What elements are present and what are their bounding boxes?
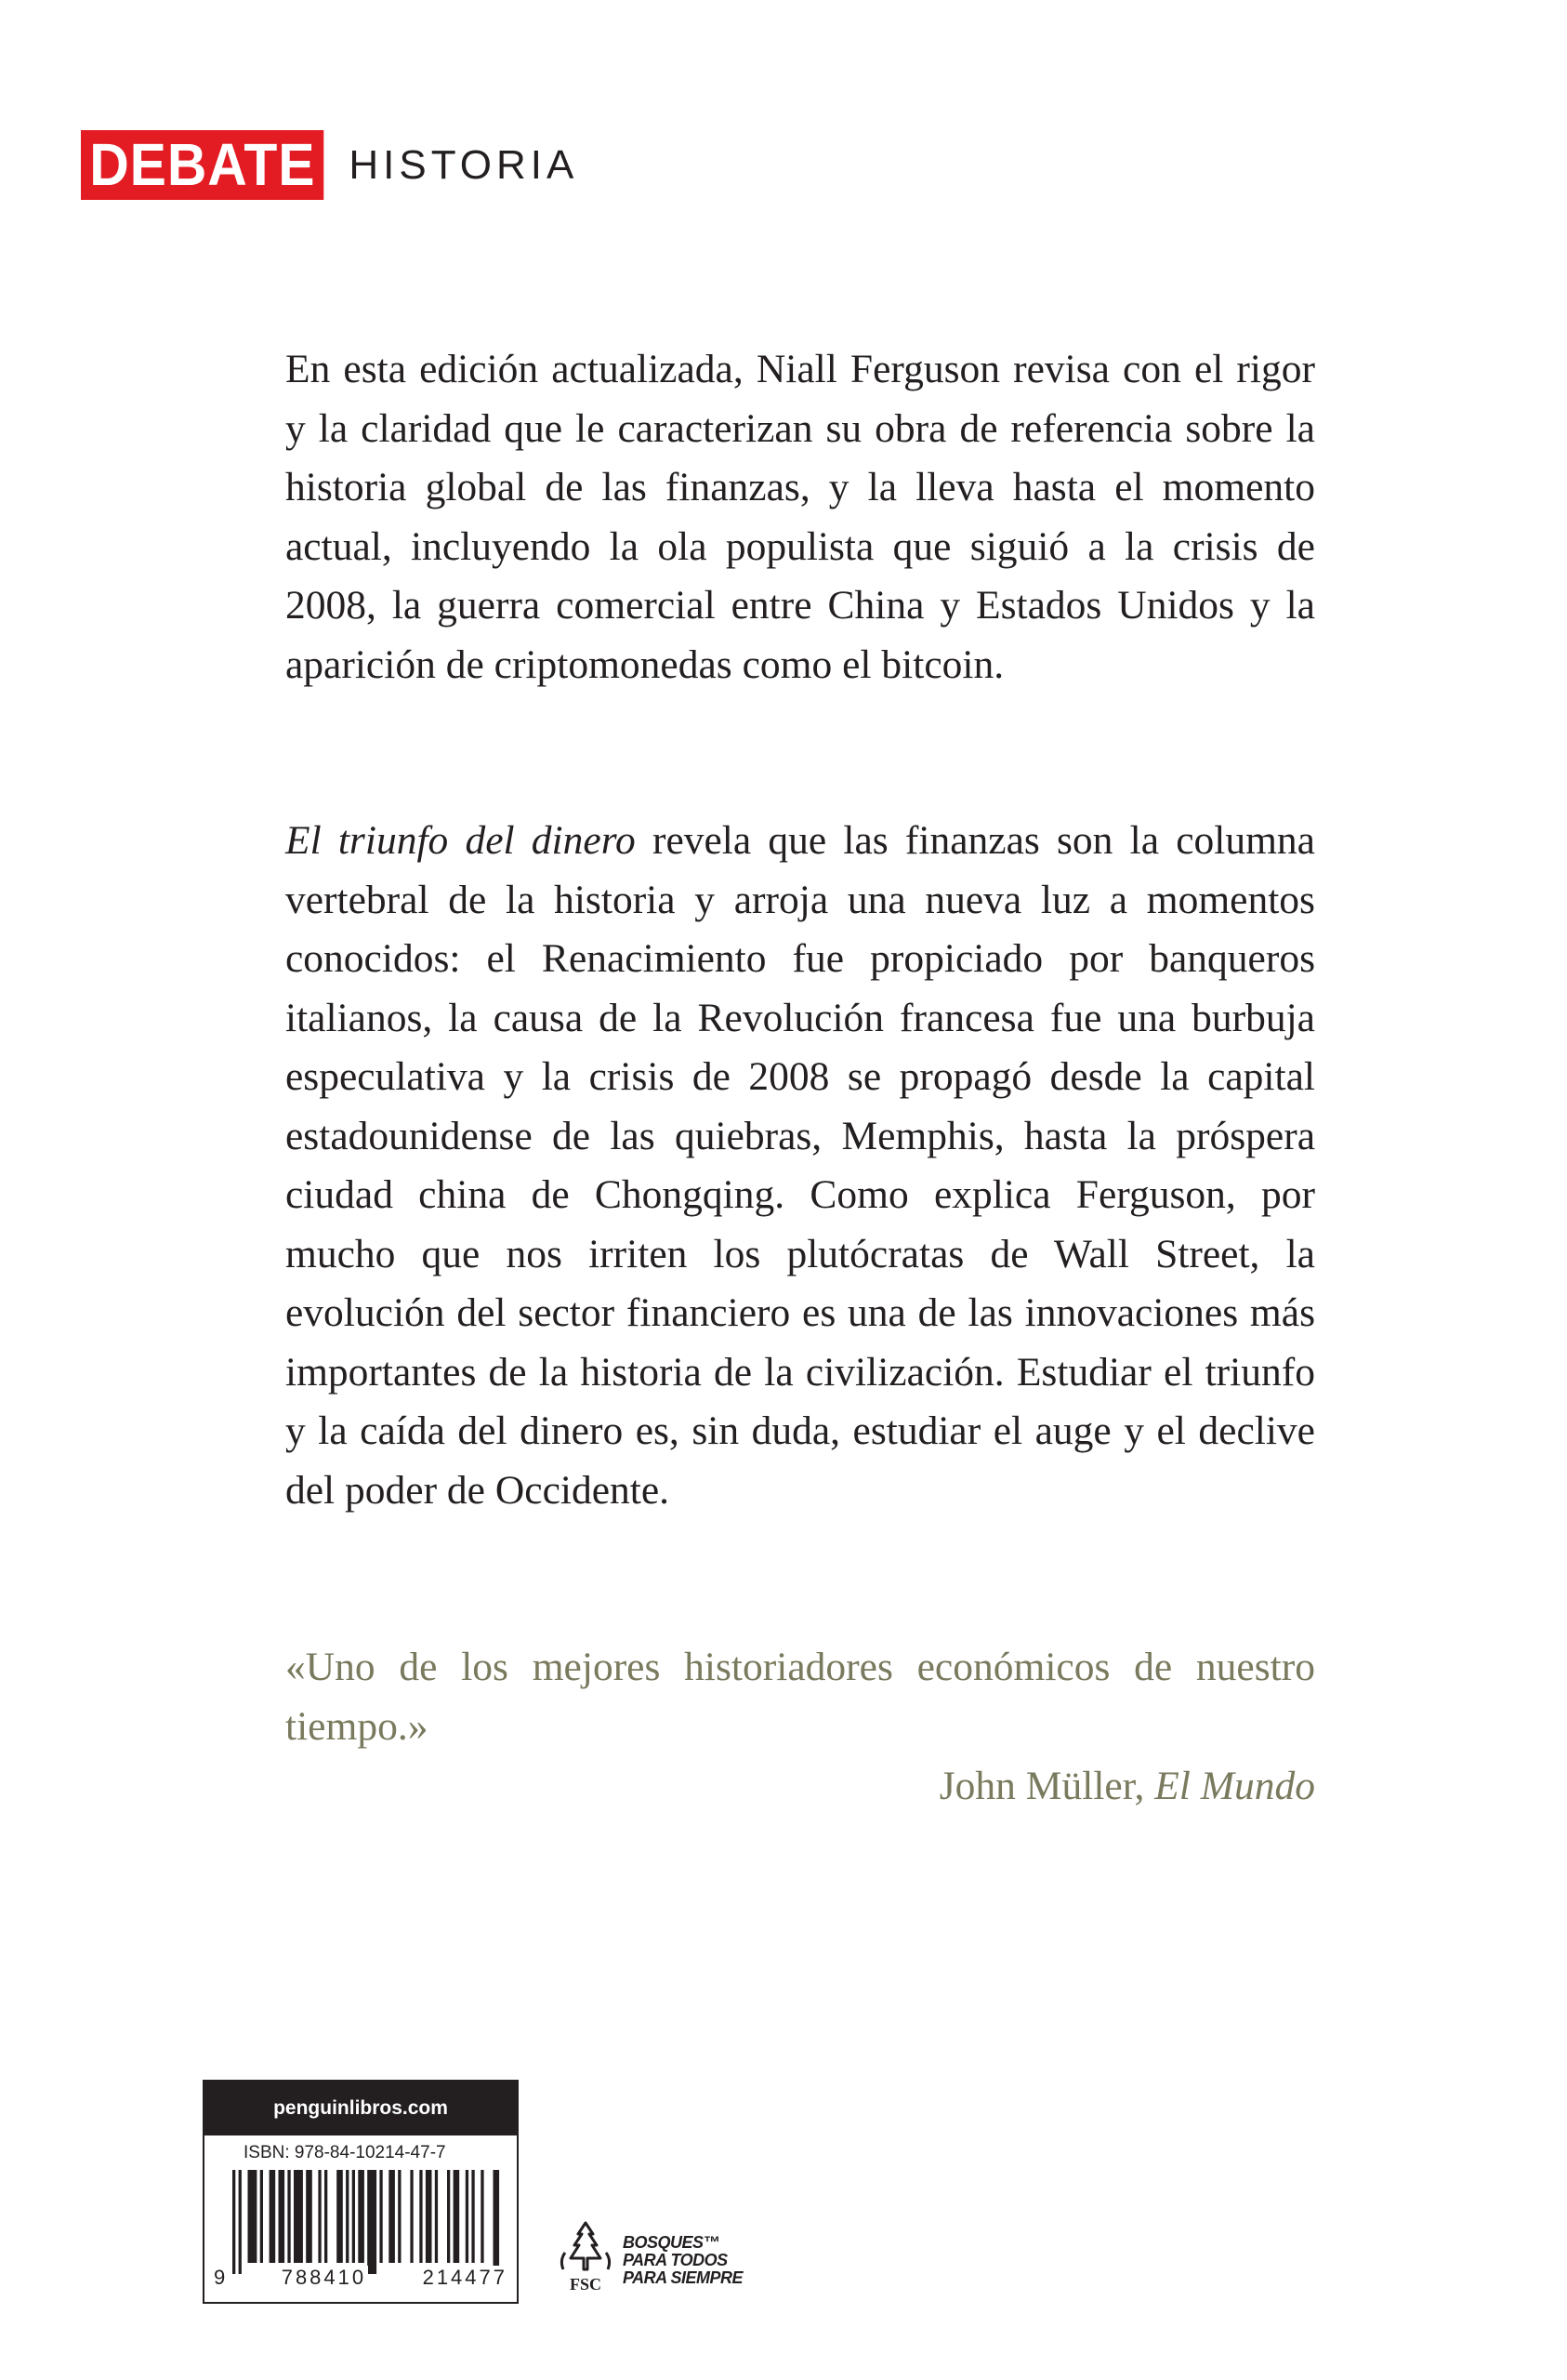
fsc-slogan-line-2: PARA TODOS xyxy=(623,2251,728,2269)
barcode-bar xyxy=(270,2170,276,2263)
fsc-slogan xyxy=(623,2234,743,2287)
barcode-bar xyxy=(447,2170,450,2263)
barcode-bar xyxy=(324,2170,327,2263)
fsc-logo xyxy=(558,2219,743,2294)
barcode-bar xyxy=(248,2170,257,2263)
synopsis-paragraph-1: En esta edición actualizada, Niall Ferguson revisa con el rigor y la claridad que le caracterizan su obra de referencia sobre la historia global de las finanzas, y la lleva hasta el momento actual, incluyendo la ola populista que siguió a la crisis de 2008, la guerra comercial entre China y Estados Unidos y la aparición de criptomonedas como el bitcoin. xyxy=(285,347,1315,687)
collection-name: HISTORIA xyxy=(349,141,579,188)
barcode-bar xyxy=(454,2170,460,2263)
isbn-label: ISBN: 978-84-10214-47-7 xyxy=(244,2143,446,2162)
barcode-bar xyxy=(466,2170,468,2263)
barcode-bar xyxy=(279,2170,285,2263)
barcode-bar xyxy=(336,2170,343,2263)
barcode-bar xyxy=(260,2170,263,2263)
synopsis-paragraph-2 xyxy=(285,812,1315,1520)
barcode-bar xyxy=(494,2170,500,2274)
barcode-bar xyxy=(398,2170,401,2263)
barcode-bar xyxy=(239,2170,242,2274)
barcode-bar xyxy=(306,2170,312,2263)
barcode-right-digits: 214477 xyxy=(422,2266,507,2289)
barcode-image xyxy=(212,2170,509,2274)
review-source: El Mundo xyxy=(1154,1764,1315,1808)
book-title: El triunfo del dinero xyxy=(285,818,636,863)
fsc-slogan-line-1: BOSQUES™ xyxy=(623,2233,720,2252)
review-quote: «Uno de los mejores historiadores económicos de nuestro tiempo.» xyxy=(285,1645,1315,1749)
barcode-digits xyxy=(212,2266,509,2290)
synopsis-paragraph-2-text: revela que las finanzas son la columna vertebral de la historia y arroja una nueva luz a momentos conocidos: el Renacimiento fue propiciado por banqueros italianos, la causa de la Revolución francesa fue una burbuja especulativa y la crisis de 2008 se propagó desde la capital estadounidense de las quiebras, Memphis, hasta la próspera ciudad china de Chongqing. Como explica Ferguson, por mucho que nos irriten los plutócratas de Wall Street, la evolución del sector financiero es una de las innovaciones más importantes de la historia de la civilización. Estudiar el triunfo y la caída del dinero es, sin duda, estudiar el auge y el declive del poder de Occidente. xyxy=(285,818,1315,1513)
barcode-bar xyxy=(346,2170,349,2263)
barcode-left-digits: 788410 xyxy=(281,2266,367,2289)
barcode-bar xyxy=(358,2170,364,2263)
publisher-logo xyxy=(81,130,578,200)
barcode-bar xyxy=(367,2170,376,2274)
barcode-bar xyxy=(232,2170,235,2274)
barcode-bar xyxy=(287,2170,290,2263)
review-attribution xyxy=(940,1757,1315,1817)
barcode-bar xyxy=(419,2170,422,2263)
barcode-bar xyxy=(294,2170,303,2263)
barcode-bar xyxy=(481,2170,483,2263)
barcode-bar xyxy=(352,2170,355,2263)
review-author: John Müller, xyxy=(939,1764,1155,1808)
barcode-bar xyxy=(379,2170,382,2263)
website-label: penguinlibros.com xyxy=(204,2082,517,2135)
barcode-bar xyxy=(471,2170,474,2263)
fsc-slogan-line-3: PARA SIEMPRE xyxy=(623,2268,744,2287)
barcode-lead-digit: 9 xyxy=(214,2266,226,2289)
barcode-bar xyxy=(435,2170,438,2263)
barcode-block xyxy=(203,2080,519,2304)
fsc-label: FSC xyxy=(569,2275,601,2294)
barcode-bar xyxy=(410,2170,413,2263)
barcode-bar xyxy=(388,2170,395,2263)
barcode-bar xyxy=(426,2170,432,2263)
publisher-name: DEBATE xyxy=(81,130,324,200)
barcode-bar xyxy=(318,2170,321,2263)
fsc-tree-icon xyxy=(558,2219,613,2277)
